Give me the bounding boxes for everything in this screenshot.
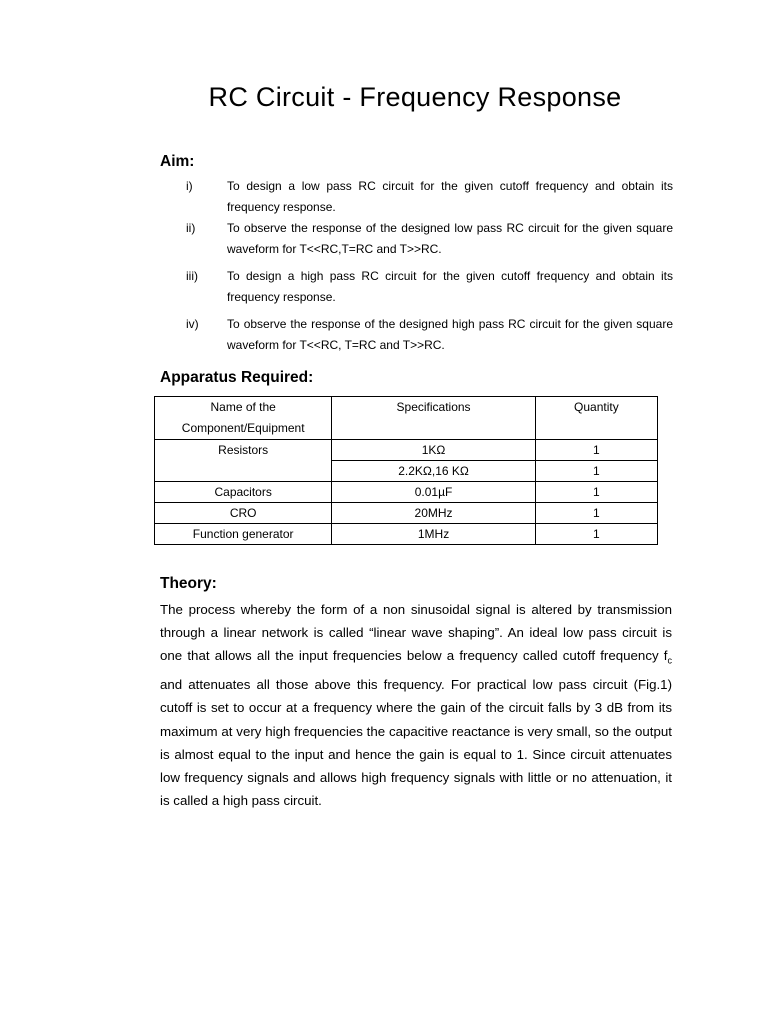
aim-heading: Aim:	[160, 153, 195, 170]
column-header-quantity: Quantity	[535, 397, 657, 440]
theory-heading: Theory:	[160, 575, 217, 592]
cell-name: CRO	[155, 503, 332, 524]
cell-qty: 1	[535, 524, 657, 545]
apparatus-table	[154, 396, 658, 545]
cell-spec: 2.2KΩ,16 KΩ	[332, 461, 535, 482]
aim-item	[160, 314, 673, 356]
page-title: RC Circuit - Frequency Response	[208, 82, 622, 112]
table-row	[155, 524, 658, 545]
table-header-row	[155, 397, 658, 440]
aim-item	[160, 218, 673, 260]
aim-item-text: To design a low pass RC circuit for the given cutoff frequency and obtain its frequency response.	[227, 179, 673, 214]
cell-spec: 1MHz	[332, 524, 535, 545]
aim-item-text: To observe the response of the designed high pass RC circuit for the given square waveform for T<<RC, T=RC and T>>RC.	[227, 317, 673, 352]
aim-item-number: i)	[186, 179, 193, 193]
cell-name: Function generator	[155, 524, 332, 545]
cell-qty: 1	[535, 440, 657, 461]
aim-item-number: iii)	[186, 269, 198, 283]
table-row	[155, 503, 658, 524]
aim-item	[160, 266, 673, 308]
cell-qty: 1	[535, 461, 657, 482]
column-header-name: Name of the Component/Equipment	[155, 397, 332, 440]
aim-item-text: To design a high pass RC circuit for the given cutoff frequency and obtain its frequency response.	[227, 269, 673, 304]
cell-qty: 1	[535, 503, 657, 524]
aim-item-number: ii)	[186, 221, 196, 235]
cell-spec: 0.01µF	[332, 482, 535, 503]
column-header-specifications: Specifications	[332, 397, 535, 440]
cell-name: Resistors	[155, 440, 332, 482]
theory-text-part1: The process whereby the form of a non sinusoidal signal is altered by transmission through a linear network is called “linear wave shaping”. An ideal low pass circuit is one that allows all the input frequencies below a frequency called cutoff frequency f	[160, 602, 672, 664]
aim-item-number: iv)	[186, 317, 199, 331]
aim-item	[160, 176, 673, 218]
aim-item-text: To observe the response of the designed low pass RC circuit for the given square waveform for T<<RC,T=RC and T>>RC.	[227, 221, 673, 256]
cutoff-subscript: c	[667, 656, 672, 667]
aim-list	[160, 176, 673, 356]
cell-spec: 20MHz	[332, 503, 535, 524]
table-row	[155, 440, 658, 461]
cell-qty: 1	[535, 482, 657, 503]
cell-spec: 1KΩ	[332, 440, 535, 461]
table-row	[155, 482, 658, 503]
apparatus-heading: Apparatus Required:	[160, 369, 314, 386]
theory-paragraph	[160, 598, 672, 812]
theory-text-part2: and attenuates all those above this frequency. For practical low pass circuit (Fig.1) cutoff is set to occur at a frequency where the gain of the circuit falls by 3 dB from its maximum at very high frequencies the capacitive reactance is very small, so the output is almost equal to the input and hence the gain is equal to 1. Since circuit attenuates low frequency signals and allows high frequency signals with little or no attenuation, it is called a high pass circuit.	[160, 677, 672, 809]
cell-name: Capacitors	[155, 482, 332, 503]
